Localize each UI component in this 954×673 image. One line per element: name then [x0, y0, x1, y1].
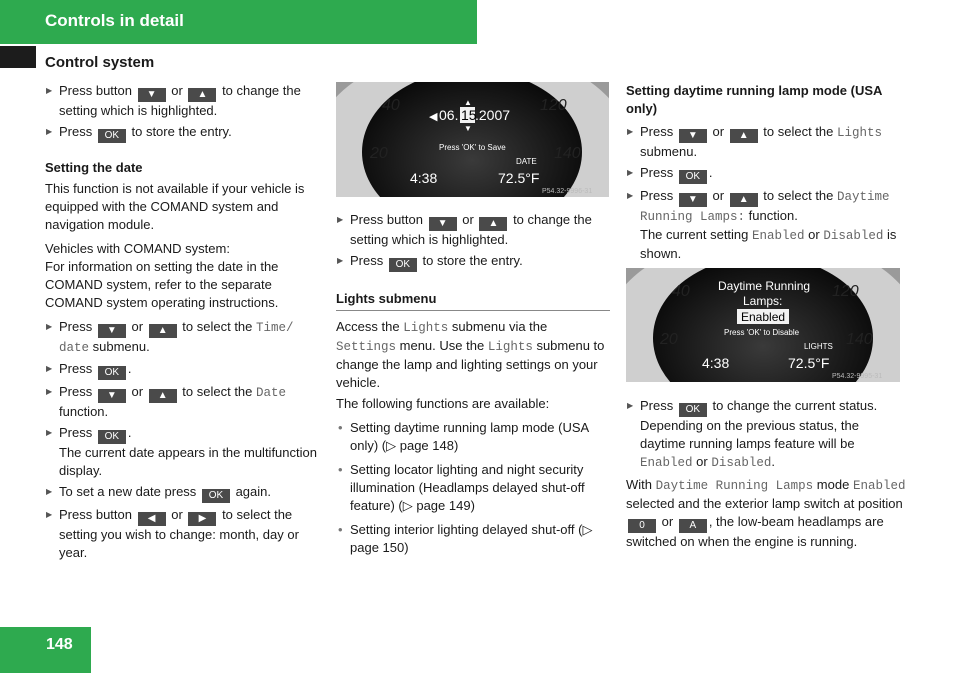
ok-key: OK [98, 129, 126, 143]
column-2 [336, 211, 610, 563]
instruction-item: ▶ Press ▼ or ▲ to select the Daytime Running Lamps: function. The current setting Enabled or Disabled is shown. [626, 187, 908, 263]
up-key: ▲ [730, 193, 758, 207]
gauge-number: 120 [540, 97, 567, 114]
ok-key: OK [202, 489, 230, 503]
left-arrow-icon: ◀ [429, 111, 438, 123]
instruction-item: ▶ Press ▼ or ▲ to select the Time/ date submenu. [45, 318, 321, 357]
up-key: ▲ [149, 324, 177, 338]
date-month: 06. [439, 107, 459, 123]
column-3 [626, 82, 908, 266]
list-item: • Setting daytime running lamp mode (USA only) (▷ page 148) [336, 419, 610, 455]
zero-key: 0 [628, 519, 656, 533]
gauge-number: 40 [382, 97, 400, 114]
up-key: ▲ [149, 389, 177, 403]
display-time: 4:38 [702, 355, 730, 371]
down-key: ▼ [98, 389, 126, 403]
image-code: P54.32-9996-31 [542, 188, 593, 195]
gauge-number: 120 [832, 283, 859, 300]
display-message: Press 'OK' to Save [439, 143, 506, 152]
display-temperature: 72.5°F [788, 355, 830, 371]
up-key: ▲ [479, 217, 507, 231]
instruction-item: ▶ Press OK . The current date appears in the multifunction display. [45, 424, 321, 480]
ok-key: OK [98, 430, 126, 444]
display-temperature: 72.5°F [498, 170, 540, 186]
gauge-number: 20 [370, 145, 388, 162]
date-year: .2007 [475, 107, 511, 123]
section-header [0, 0, 477, 44]
display-title: Daytime Running [718, 279, 811, 293]
left-key: ◀ [138, 512, 166, 526]
display-message: Press 'OK' to Disable [724, 328, 800, 337]
instruction-item: ▶ Press ▼ or ▲ to select the Lights submenu. [626, 123, 908, 161]
subsection-title: Control system [45, 54, 155, 71]
instrument-cluster-lights-photo [626, 268, 900, 382]
gauge-number: 140 [554, 145, 581, 162]
instruction-item: ▶ Press OK to store the entry. [45, 123, 321, 143]
paragraph: The following functions are available: [336, 396, 550, 411]
ok-key: OK [389, 258, 417, 272]
down-key: ▼ [679, 193, 707, 207]
column-3-lower [626, 397, 908, 554]
instruction-item: ▶ Press OK . [45, 360, 321, 380]
gauge-number: 20 [660, 331, 678, 348]
instruction-item: ▶ Press OK to change the current status. Depending on the previous status, the daytime running lamps feature will be Enabled or Disabled. [626, 397, 908, 472]
list-item: • Setting locator lighting and night security illumination (Headlamps delayed shut-off feature) (▷ page 149) [336, 461, 610, 515]
image-code: P54.32-9995-31 [832, 373, 883, 380]
date-day: 15 [461, 107, 477, 123]
display-time: 4:38 [410, 170, 438, 186]
paragraph: Access the Lights submenu via the Settings menu. Use the Lights submenu to change the lamp and lighting settings on your vehicle. [336, 319, 605, 390]
up-key: ▲ [188, 88, 216, 102]
paragraph: With Daytime Running Lamps mode Enabled selected and the exterior lamp switch at position 0 or A , the low-beam headlamps are switched on when the engine is running. [626, 477, 906, 549]
up-arrow-icon: ▲ [464, 98, 472, 107]
header-marker [0, 46, 36, 68]
display-status: Enabled [741, 310, 786, 324]
heading-setting-date: Setting the date [45, 160, 143, 175]
ok-key: OK [679, 170, 707, 184]
up-key: ▲ [730, 129, 758, 143]
gauge-number: 40 [672, 283, 690, 300]
instruction-item: ▶ Press OK to store the entry. [336, 252, 610, 272]
instruction-item: ▶ Press button ◀ or ▶ to select the setting you wish to change: month, day or year. [45, 506, 321, 562]
down-arrow-icon: ▼ [464, 124, 472, 133]
instruction-item: ▶ Press button ▼ or ▲ to change the setting which is highlighted. [336, 211, 610, 249]
down-key: ▼ [429, 217, 457, 231]
heading-daytime-running-lamp: Setting daytime running lamp mode (USA only) [626, 83, 882, 116]
instruction-item: ▶ Press OK . [626, 164, 908, 184]
right-key: ▶ [188, 512, 216, 526]
instruction-item: ▶ Press ▼ or ▲ to select the Date function. [45, 383, 321, 421]
gauge-number: 140 [846, 331, 873, 348]
ok-key: OK [98, 366, 126, 380]
column-1 [45, 82, 321, 565]
heading-lights-submenu: Lights submenu [336, 290, 610, 311]
down-key: ▼ [138, 88, 166, 102]
section-title: Controls in detail [45, 11, 184, 30]
display-label: DATE [516, 157, 537, 166]
display-label: LIGHTS [804, 342, 833, 351]
paragraph: Vehicles with COMAND system: For information on setting the date in the COMAND system, refer to the separate COMAND system operating instructions. [45, 241, 279, 310]
down-key: ▼ [98, 324, 126, 338]
page-number: 148 [46, 636, 73, 653]
page-number-box [0, 627, 91, 673]
instrument-cluster-date-photo [336, 82, 609, 197]
list-item: • Setting interior lighting delayed shut-off (▷ page 150) [336, 521, 610, 557]
paragraph: This function is not available if your vehicle is equipped with the COMAND system and navigation module. [45, 181, 305, 232]
instruction-item: ▶ Press button ▼ or ▲ to change the setting which is highlighted. [45, 82, 321, 120]
down-key: ▼ [679, 129, 707, 143]
instruction-item: ▶ To set a new date press OK again. [45, 483, 321, 503]
auto-key: A [679, 519, 707, 533]
ok-key: OK [679, 403, 707, 417]
display-title: Lamps: [743, 294, 783, 308]
